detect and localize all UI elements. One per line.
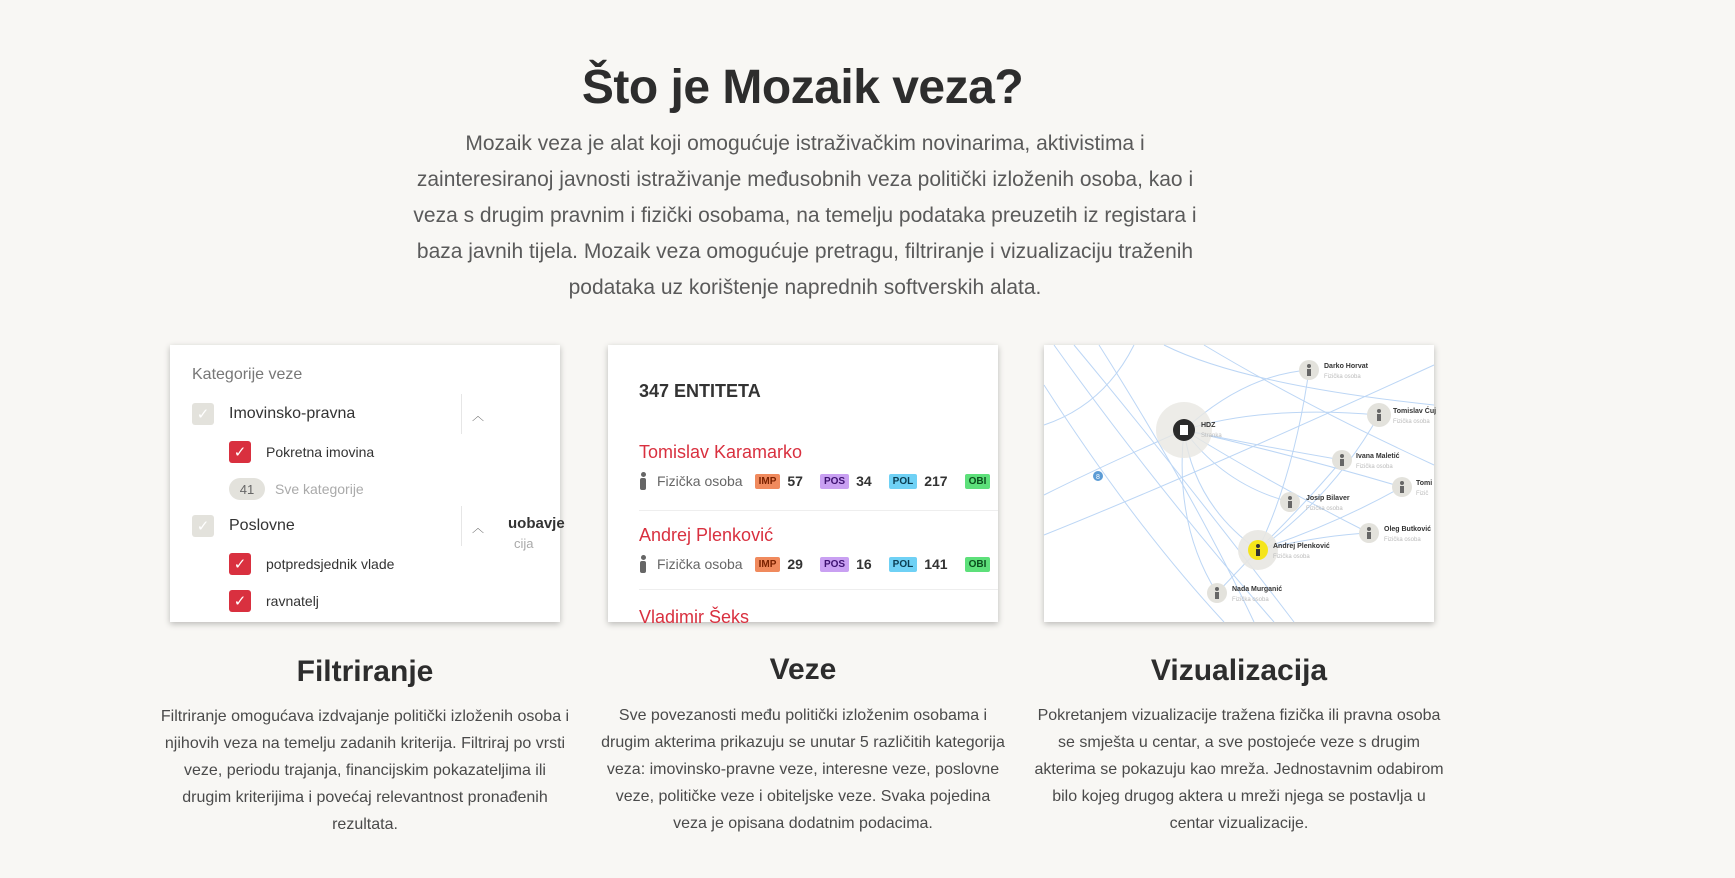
count-imp: 57 <box>787 473 803 489</box>
check-icon[interactable]: ✓ <box>229 441 251 463</box>
node-label: Andrej Plenković <box>1273 543 1330 550</box>
entity-meta-row <box>639 555 997 573</box>
all-categories-label: Sve kategorije <box>275 481 364 497</box>
count-pos: 16 <box>856 556 872 572</box>
filter-group-label: Imovinsko-pravna <box>229 405 356 422</box>
cut-result-subtitle: cija <box>514 536 534 551</box>
check-icon[interactable]: ✓ <box>192 515 214 537</box>
entity-meta-row <box>639 472 997 490</box>
feature-desc-veze: Sve povezanosti među politički izloženim osobama i drugim akterima prikazuju se unutar 5 različitih kategorija veza: imovinsko-pravne veze, interesne veze, poslovne veze, političke veze i obiteljske veze. Svaka pojedina veza je opisana dodatnim podacima. <box>601 707 1005 832</box>
filter-preview-card <box>170 345 565 622</box>
check-icon[interactable]: ✓ <box>229 553 251 575</box>
node-type: Fizička osoba <box>1384 537 1421 543</box>
network-graph[interactable] <box>1044 345 1437 622</box>
tag-pos: POS <box>820 474 849 489</box>
entity-name-link[interactable]: Vladimir Šeks <box>639 607 750 627</box>
node-label: HDZ <box>1201 422 1216 429</box>
node-type: Fizička osoba <box>1306 506 1343 512</box>
count-imp: 29 <box>787 556 803 572</box>
entity-name-link[interactable]: Andrej Plenković <box>639 525 774 545</box>
check-icon[interactable]: ✓ <box>192 403 214 425</box>
feature-desc-vizualizacija: Pokretanjem vizualizacije tražena fizička ili pravna osoba se smješta u centar, a sve postojeće veze s drugim akterima se pokazuju kao mreža. Jednostavnim odabirom bilo kojeg drugog aktera u mreži njega se postavlja u centar vizualizacije. <box>1034 707 1444 832</box>
filter-group-imovinsko[interactable] <box>192 403 355 425</box>
tag-imp: IMP <box>755 474 781 489</box>
network-badge: 8 <box>1096 474 1100 481</box>
filter-panel <box>170 345 515 622</box>
filter-item-label: ravnatelj <box>266 593 319 609</box>
feature-title-vizualizacija: Vizualizacija <box>1150 654 1328 687</box>
feature-title-veze: Veze <box>769 653 837 686</box>
node-type: Fizička osoba <box>1273 554 1310 560</box>
tag-obi: OBI <box>965 474 991 489</box>
all-categories-row[interactable] <box>229 478 364 500</box>
filter-group-label: Poslovne <box>229 517 295 534</box>
filter-item-ravnatelj[interactable] <box>229 590 319 612</box>
count-badge: 41 <box>229 478 265 500</box>
filter-group-poslovne[interactable] <box>192 515 295 537</box>
intro-paragraph: Mozaik veza je alat koji omogućuje istraživačkim novinarima, aktivistima i zainteresiranoj javnosti istraživanje međusobnih veza politički izloženih osoba, kao i veza s drugim pravnim i fizički osobama, na temelju podataka preuzetih iz registara i baza javnih tijela. Mozaik veza omogućuje pretragu, filtriranje i vizualizaciju traženih podataka uz korištenje naprednih softverskih alata. <box>413 132 1197 299</box>
node-type: Fizička osoba <box>1232 597 1269 603</box>
result-panel-cut <box>508 345 565 622</box>
person-icon <box>639 472 647 490</box>
count-pol: 141 <box>924 556 948 572</box>
tag-obi: OBI <box>965 557 991 572</box>
check-icon[interactable]: ✓ <box>229 590 251 612</box>
count-pos: 34 <box>856 473 872 489</box>
cut-result-title: uobavje <box>508 515 565 532</box>
filter-item-pokretna[interactable] <box>229 441 374 463</box>
node-label: Oleg Butković <box>1384 526 1432 533</box>
entity-count: 347 ENTITETA <box>639 381 761 401</box>
filter-heading: Kategorije veze <box>192 366 303 383</box>
node-type: Stranka <box>1201 433 1222 439</box>
node-label: Josip Bilaver <box>1306 495 1350 502</box>
node-type: Fizička osoba <box>1324 374 1361 380</box>
filter-item-label: Pokretna imovina <box>266 444 375 460</box>
divider <box>639 510 998 511</box>
node-type: Fizička osoba <box>1356 464 1393 470</box>
node-label: Darko Horvat <box>1324 363 1368 370</box>
tag-pol: POL <box>889 557 918 572</box>
filter-item-potpredsjednik[interactable] <box>229 553 394 575</box>
feature-title-filtriranje: Filtriranje <box>296 655 434 688</box>
tag-imp: IMP <box>755 557 781 572</box>
divider <box>461 506 462 546</box>
node-label: Tomislav Ćuj <box>1393 408 1437 415</box>
entity-type: Fizička osoba <box>657 473 743 489</box>
divider <box>461 394 462 434</box>
chevron-up-icon[interactable]: ︿ <box>472 521 485 535</box>
entities-preview-card <box>608 345 998 627</box>
tag-pos: POS <box>820 557 849 572</box>
feature-desc-filtriranje: Filtriranje omogućava izdvajanje politički izloženih osoba i njihovih veza na temelju zadanih kriterija. Filtriraj po vrsti veze, periodu trajanja, financijskim pokazateljima ili drugim kriterijima i povećaj relevantnost pronađenih rezultata. <box>160 708 570 833</box>
network-preview-card <box>1044 345 1437 622</box>
node-label: Nada Murganić <box>1232 586 1283 593</box>
count-pol: 217 <box>924 473 948 489</box>
node-type: Fizič <box>1416 491 1429 497</box>
tag-pol: POL <box>889 474 918 489</box>
entity-type: Fizička osoba <box>657 556 743 572</box>
chevron-up-icon[interactable]: ︿ <box>472 409 485 423</box>
entity-name-link[interactable]: Tomislav Karamarko <box>639 442 803 462</box>
person-icon <box>639 555 647 573</box>
page-title: Što je Mozaik veza? <box>581 61 1024 114</box>
divider <box>639 589 998 590</box>
node-type: Fizička osoba <box>1393 419 1430 425</box>
node-label: Tomi <box>1416 480 1433 487</box>
node-label: Ivana Maletić <box>1356 453 1400 460</box>
filter-item-label: potpredsjednik vlade <box>266 556 395 572</box>
